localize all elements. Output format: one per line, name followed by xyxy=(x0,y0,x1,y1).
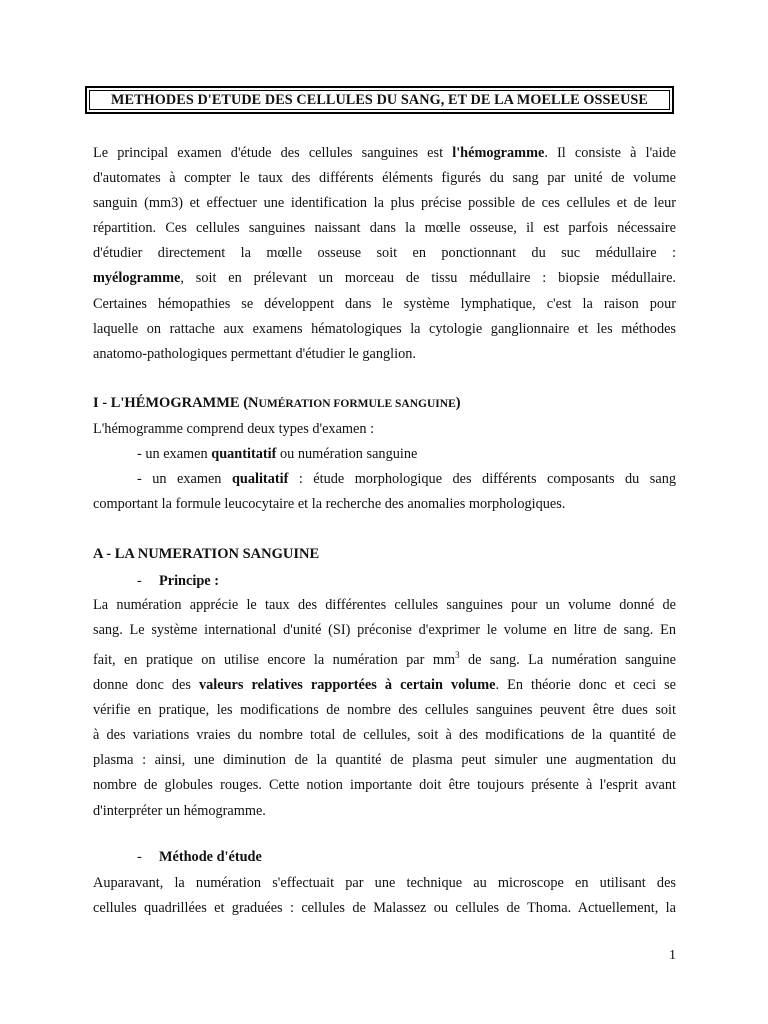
page-number: 1 xyxy=(669,948,676,963)
exam-item-quantitatif: - un examen quantitatif ou numération sanguine xyxy=(137,446,418,462)
document-title: METHODES D'ETUDE DES CELLULES DU SANG, ET DE LA MOELLE OSSEUSE xyxy=(85,86,674,114)
text-line: laquelle on rattache aux examens hématologiques la cytologie ganglionnaire et les méthodes xyxy=(93,320,676,337)
text-line: d'étudier directement la mœlle osseuse soit en ponctionnant du suc médullaire : xyxy=(93,245,676,262)
text-line: comportant la formule leucocytaire et la recherche des anomalies morphologiques. xyxy=(93,496,566,513)
text-line: myélogramme, soit en prélevant un morceau de tissu médullaire : biopsie médullaire. xyxy=(93,270,676,287)
methode-paragraph xyxy=(93,871,676,921)
text-line: à des variations vraies du nombre total de cellules, soit à des modifications de la quantité de xyxy=(93,727,676,744)
text-line: nombre de globules rouges. Cette notion importante doit être toujours présente à l'esprit avant xyxy=(93,777,676,794)
section-heading-numeration: A - LA NUMERATION SANGUINE xyxy=(93,546,320,562)
subheading-principe: - Principe : xyxy=(137,573,219,589)
text-line: d'automates à compter le taux des différents éléments figurés du sang par unité de volume xyxy=(93,170,676,187)
text-line: Certaines hémopathies se développent dans le système lymphatique, c'est la raison pour xyxy=(93,295,676,312)
text-line: fait, en pratique on utilise encore la numération par $mm^3$ de sang. La numération sanguine xyxy=(93,650,676,668)
text-line: La numération apprécie le taux des différentes cellules sanguines pour un volume donné de xyxy=(93,597,676,613)
text-line: Auparavant, la numération s'effectuait par une technique au microscope en utilisant des xyxy=(93,875,676,891)
section-heading-hemogramme: I - L'HÉMOGRAMME (NUMÉRATION FORMULE SANGUINE) xyxy=(93,395,461,411)
text-line: répartition. Ces cellules sanguines naissant dans la mœlle osseuse, il est parfois nécessaire xyxy=(93,220,676,237)
exam-item-qualitatif xyxy=(93,467,676,517)
text-line: donne donc des valeurs relatives rapportées à certain volume. En théorie donc et ceci se xyxy=(93,677,676,694)
text-line: Le principal examen d'étude des cellules sanguines est l'hémogramme. Il consiste à l'aide xyxy=(93,145,676,161)
document-page xyxy=(93,0,676,1024)
text-line: sanguin (mm3) et effectuer une identification la plus précise possible de ces cellules et de leur xyxy=(93,195,676,212)
subheading-methode: - Méthode d'étude xyxy=(137,849,262,865)
text-line: d'interpréter un hémogramme. xyxy=(93,802,266,819)
hemogramme-intro: L'hémogramme comprend deux types d'examen : xyxy=(93,421,375,437)
intro-paragraph xyxy=(93,141,676,367)
text-line: anatomo-pathologiques permettant d'étudier le ganglion. xyxy=(93,345,416,362)
text-line: plasma : ainsi, une diminution de la quantité de plasma peut simuler une augmentation du xyxy=(93,752,676,769)
text-line: sang. Le système international d'unité (SI) préconise d'exprimer le volume en litre de sang. En xyxy=(93,622,676,639)
text-line: vérifie en pratique, les modifications de nombre des cellules sanguines peuvent être dues soit xyxy=(93,702,676,719)
text-line: - un examen qualitatif : étude morphologique des différents composants du sang xyxy=(137,471,676,487)
text-line: cellules quadrillées et graduées : cellules de Malassez ou cellules de Thoma. Actuellement, la xyxy=(93,900,676,917)
principe-paragraph xyxy=(93,593,676,824)
